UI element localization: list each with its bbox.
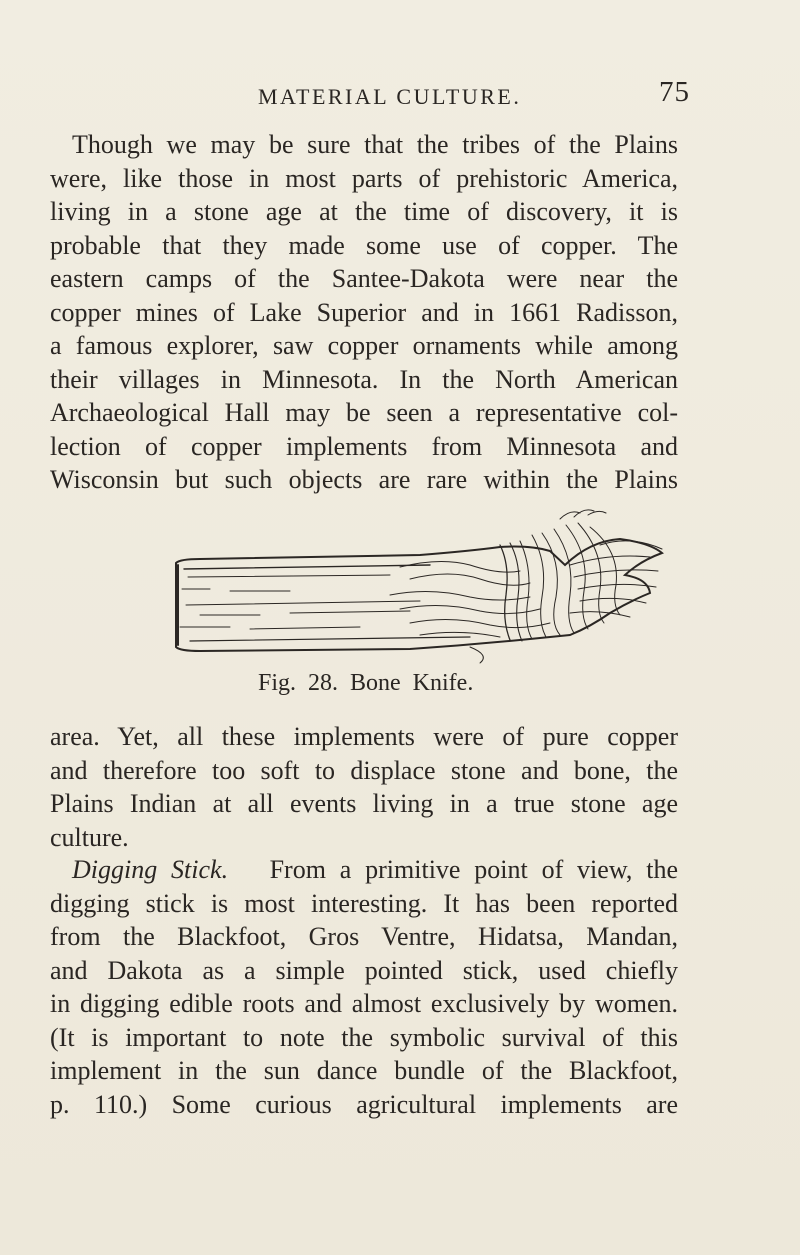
- text-line: a famous explorer, saw copper ornaments while among: [50, 331, 678, 360]
- paragraph-copper: [50, 128, 678, 497]
- text-line: area. Yet, all these implements were of pure copper: [50, 722, 678, 751]
- section-heading: Digging Stick.: [72, 855, 229, 884]
- running-head: [258, 76, 690, 116]
- text-line: living in a stone age at the time of discovery, it is: [50, 197, 678, 226]
- text-line: probable that they made some use of copper. The: [50, 230, 678, 260]
- text-line: copper mines of Lake Superior and in 1661 Radisson,: [50, 297, 678, 327]
- text-line: culture.: [50, 822, 129, 852]
- text-line: (It is important to note the symbolic survival of this: [50, 1022, 678, 1052]
- paragraph-digging-stick: [50, 853, 678, 1121]
- text-line: digging stick is most interesting. It has been reported: [50, 888, 678, 918]
- paragraph-stone-age: [50, 720, 678, 854]
- text-line: their villages in Minnesota. In the North American: [50, 364, 678, 394]
- text-line: and therefore too soft to displace stone and bone, the: [50, 755, 678, 785]
- text-line: implement in the sun dance bundle of the Blackfoot,: [50, 1056, 678, 1085]
- page-number: 75: [659, 76, 690, 108]
- text-line: eastern camps of the Santee-Dakota were near the: [50, 264, 678, 293]
- text-line: Wisconsin but such objects are rare within the Plains: [50, 465, 678, 494]
- text-line: lection of copper implements from Minnesota and: [50, 431, 678, 461]
- text-span: From a primitive point of view, the: [269, 855, 679, 884]
- text-line: p. 110.) Some curious agricultural implements are: [50, 1089, 678, 1119]
- text-line: from the Blackfoot, Gros Ventre, Hidatsa, Mandan,: [50, 922, 678, 951]
- text-line: Plains Indian at all events living in a true stone age: [50, 789, 678, 818]
- text-line: [50, 853, 678, 887]
- text-line: Though we may be sure that the tribes of the Plains: [72, 130, 678, 159]
- bone-knife-illustration: [170, 505, 680, 667]
- text-line: in digging edible roots and almost exclusively by women.: [50, 989, 678, 1018]
- running-title: MATERIAL CULTURE.: [258, 84, 522, 109]
- figure-caption: Fig. 28. Bone Knife.: [258, 670, 474, 696]
- text-line: were, like those in most parts of prehistoric America,: [50, 163, 678, 193]
- text-line: Archaeological Hall may be seen a representative col-: [50, 398, 678, 427]
- text-line: and Dakota as a simple pointed stick, used chiefly: [50, 955, 678, 985]
